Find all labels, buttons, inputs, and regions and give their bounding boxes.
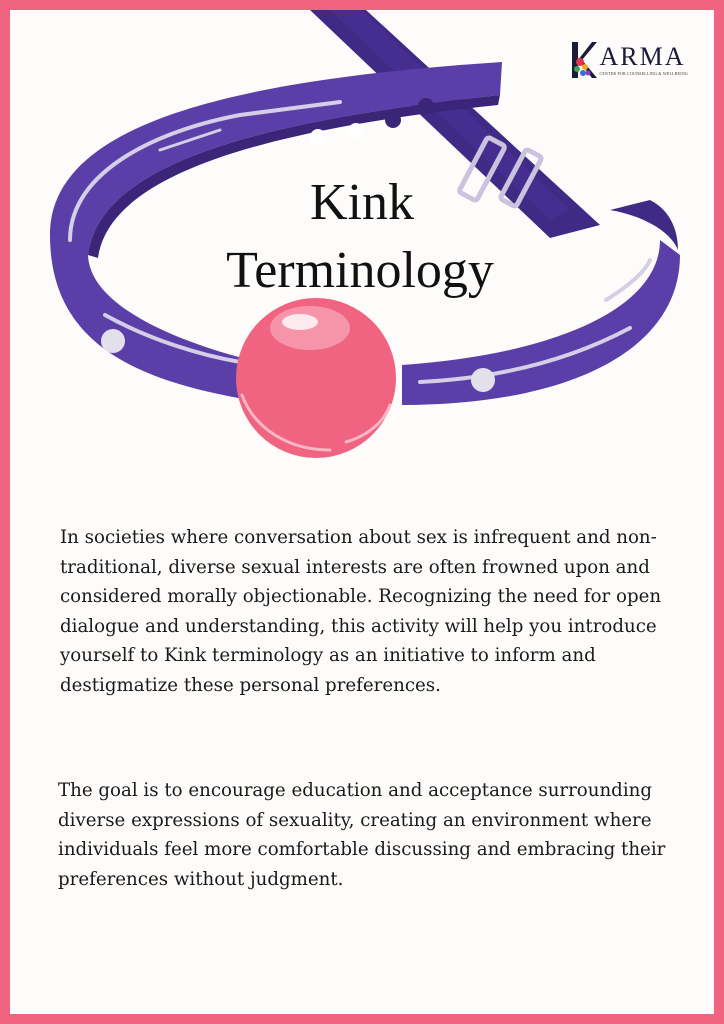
logo-name: ARMA bbox=[599, 42, 686, 71]
strap-hole bbox=[385, 112, 401, 128]
title-line-1: Kink bbox=[310, 174, 414, 231]
goal-paragraph: The goal is to encourage education and acceptance surrounding diverse expressions of sexuality, creating an environment where individuals feel more comfortable discussing and embracing their preferences without judgment. bbox=[58, 780, 666, 890]
karma-logo bbox=[568, 40, 689, 80]
ball-icon bbox=[236, 298, 396, 458]
strap-hole bbox=[348, 123, 364, 139]
logo-subtitle: CENTER FOR COUNSELLING & WELLBEING bbox=[599, 71, 688, 76]
title-line-2: Terminology bbox=[226, 242, 494, 299]
strap-hole bbox=[418, 98, 434, 114]
rivet bbox=[471, 368, 495, 392]
strap-hole bbox=[310, 129, 326, 145]
k-monogram-icon bbox=[568, 40, 598, 80]
intro-paragraph: In societies where conversation about sex is infrequent and non-traditional, diverse sexual interests are often frowned upon and considered morally objectionable. Recognizing the need for open dialogue and understanding, this activity will help you introduce yourself to Kink terminology as an initiative to inform and destigmatize these personal preferences. bbox=[60, 527, 662, 696]
rivet bbox=[101, 329, 125, 353]
